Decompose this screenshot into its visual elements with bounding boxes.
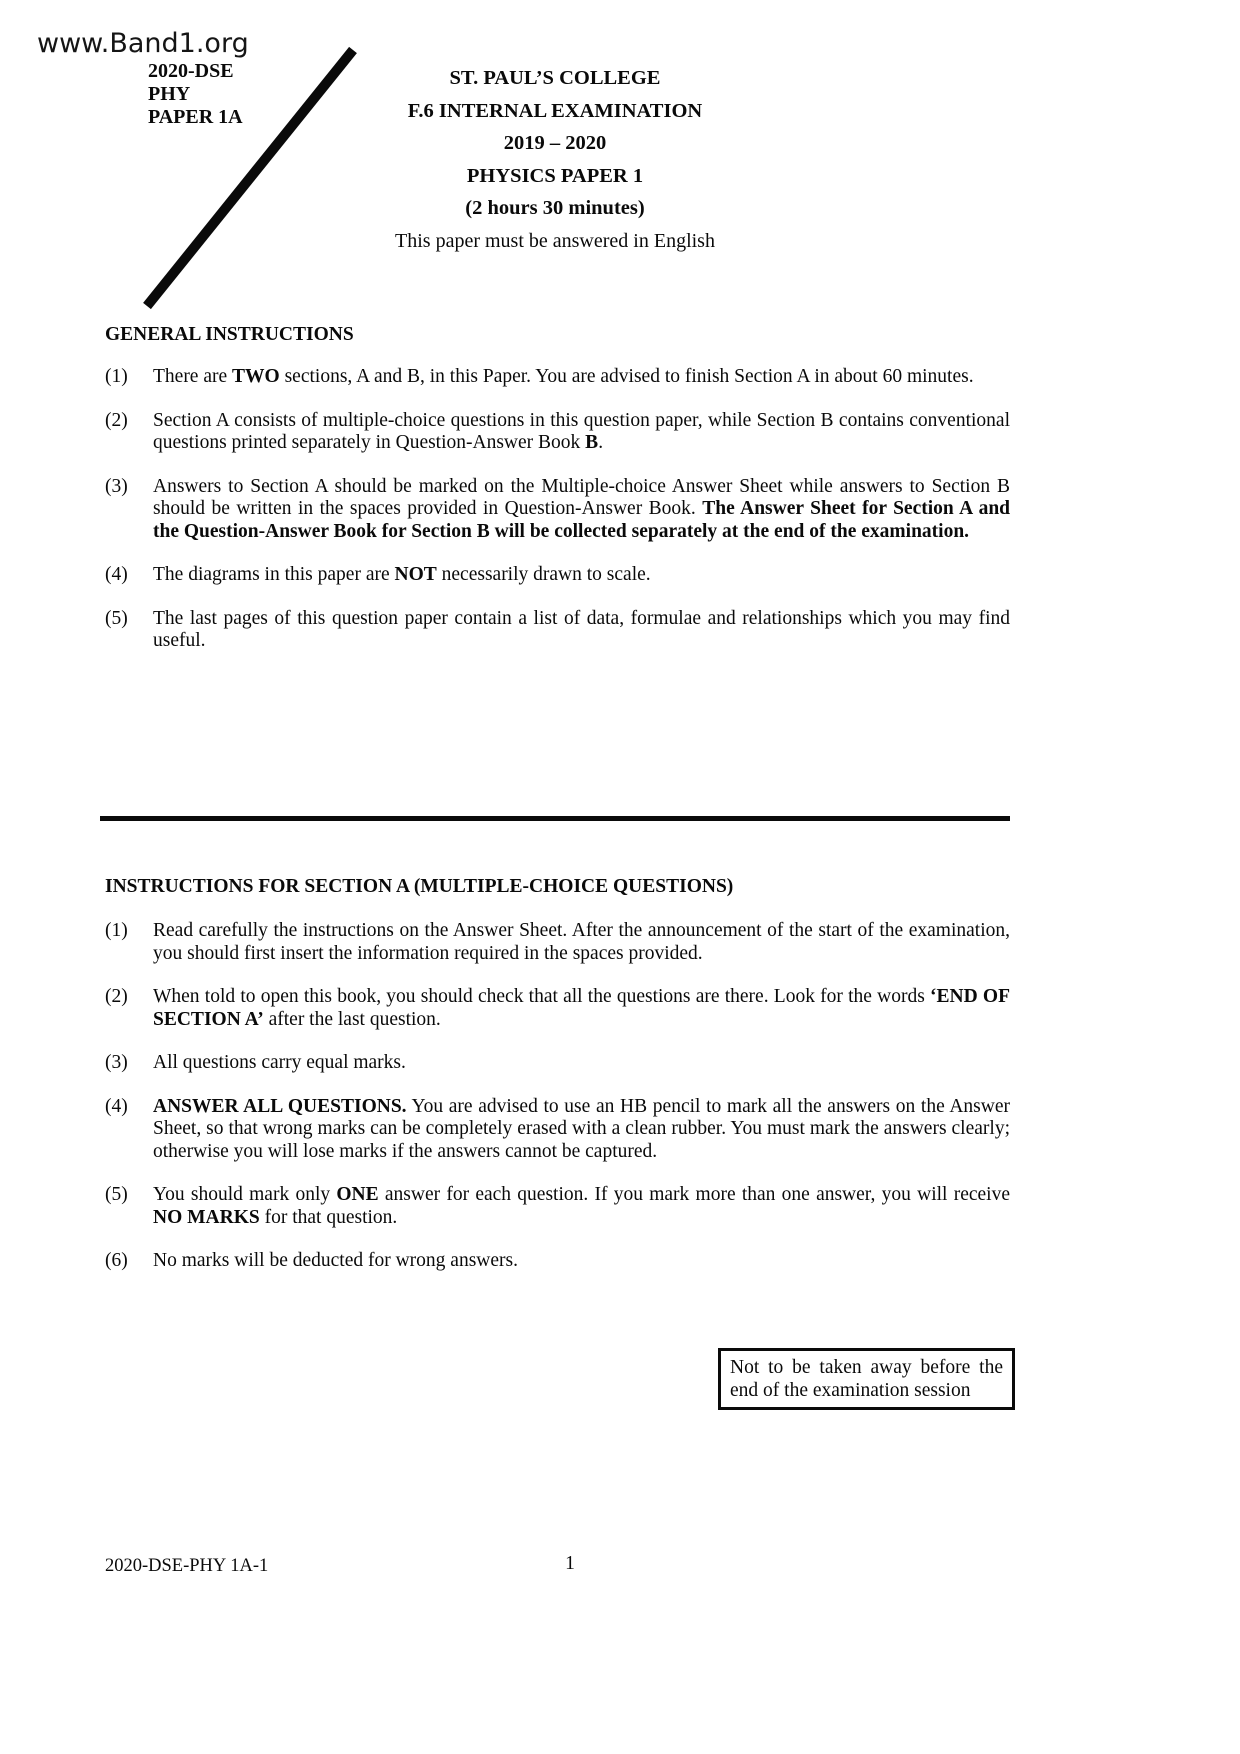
instruction-item-text: No marks will be deducted for wrong answers. [153, 1250, 518, 1271]
instruction-item-number: (3) [105, 1052, 128, 1073]
instruction-item-number: (5) [105, 607, 128, 629]
instruction-item [105, 410, 1010, 455]
instruction-item-text: The last pages of this question paper contain a list of data, formulae and relationships which you may find useful. [153, 607, 1010, 651]
instruction-item-number: (4) [105, 564, 128, 585]
exam-name: F.6 INTERNAL EXAMINATION [407, 99, 703, 122]
instruction-item [105, 476, 1010, 544]
instruction-item-number: (2) [105, 409, 128, 431]
notice-line: Not to be taken away before the [730, 1357, 1003, 1378]
section-a-instructions-title: INSTRUCTIONS FOR SECTION A (MULTIPLE-CHOICE QUESTIONS) [105, 876, 734, 897]
instruction-item [105, 920, 1010, 965]
instruction-item-text: All questions carry equal marks. [153, 1052, 406, 1073]
instruction-item [105, 366, 1010, 389]
general-instructions-list [105, 366, 1010, 674]
instruction-item [105, 1184, 1010, 1229]
paper-duration: (2 hours 30 minutes) [465, 197, 645, 219]
instruction-item-text: The diagrams in this paper are NOT necessarily drawn to scale. [153, 564, 651, 585]
instruction-item-text: Answers to Section A should be marked on the Multiple-choice Answer Sheet while answers to Section B should be written in the spaces provided in Question-Answer Book. The Answer Sheet for Section A and the Question-Answer Book for Section B will be collected separately at the end of the examination. [153, 475, 1011, 542]
section-divider-rule [100, 816, 1010, 821]
instruction-item [105, 986, 1010, 1031]
instruction-item [105, 1052, 1010, 1075]
section-a-instructions-list [105, 920, 1010, 1294]
instruction-item [105, 608, 1010, 653]
instruction-item-number: (4) [105, 1095, 128, 1117]
instruction-item [105, 1250, 1010, 1273]
instruction-item-text: Section A consists of multiple-choice questions in this question paper, while Section B contains conventional questions printed separately in Question-Answer Book B. [153, 409, 1010, 453]
instruction-item-number: (3) [105, 475, 128, 497]
instruction-item-number: (1) [105, 920, 128, 941]
paper-code-line: PAPER 1A [148, 106, 243, 128]
exam-year: 2019 – 2020 [503, 132, 607, 154]
instruction-item-text: You should mark only ONE answer for each question. If you mark more than one answer, you will receive NO MARKS for that question. [153, 1184, 1010, 1228]
instruction-item [105, 1096, 1010, 1164]
instruction-item-number: (6) [105, 1250, 128, 1271]
notice-line: end of the examination session [730, 1380, 971, 1401]
exam-header [255, 62, 855, 257]
footer-paper-code: 2020-DSE-PHY 1A-1 [105, 1556, 269, 1576]
college-name: ST. PAUL’S COLLEGE [449, 67, 661, 89]
instruction-item-number: (1) [105, 366, 128, 387]
instruction-item-text: Read carefully the instructions on the Answer Sheet. After the announcement of the start of the examination, you should first insert the information required in the spaces provided. [153, 920, 1010, 964]
paper-title: PHYSICS PAPER 1 [466, 164, 644, 187]
paper-code-line: PHY [148, 83, 191, 105]
instruction-item-number: (2) [105, 986, 128, 1007]
instruction-item [105, 564, 1010, 587]
language-note: This paper must be answered in English [395, 229, 715, 252]
instruction-item-text: ANSWER ALL QUESTIONS. You are advised to use an HB pencil to mark all the answers on the Answer Sheet, so that wrong marks can be completely erased with a clean rubber. You must mark the answers clearly; otherwise you will lose marks if the answers cannot be captured. [153, 1095, 1010, 1162]
notice-box [718, 1348, 1015, 1410]
footer-page-number: 1 [565, 1553, 575, 1574]
instruction-item-text: When told to open this book, you should check that all the questions are there. Look for the words ‘END OF SECTION A’ after the last question. [153, 986, 1011, 1030]
watermark-text: www.Band1.org [37, 28, 249, 59]
instruction-item-text: There are TWO sections, A and B, in this Paper. You are advised to finish Section A in about 60 minutes. [153, 366, 974, 387]
general-instructions-title: GENERAL INSTRUCTIONS [105, 324, 354, 345]
paper-code-line: 2020-DSE [148, 60, 234, 82]
instruction-item-number: (5) [105, 1184, 128, 1205]
